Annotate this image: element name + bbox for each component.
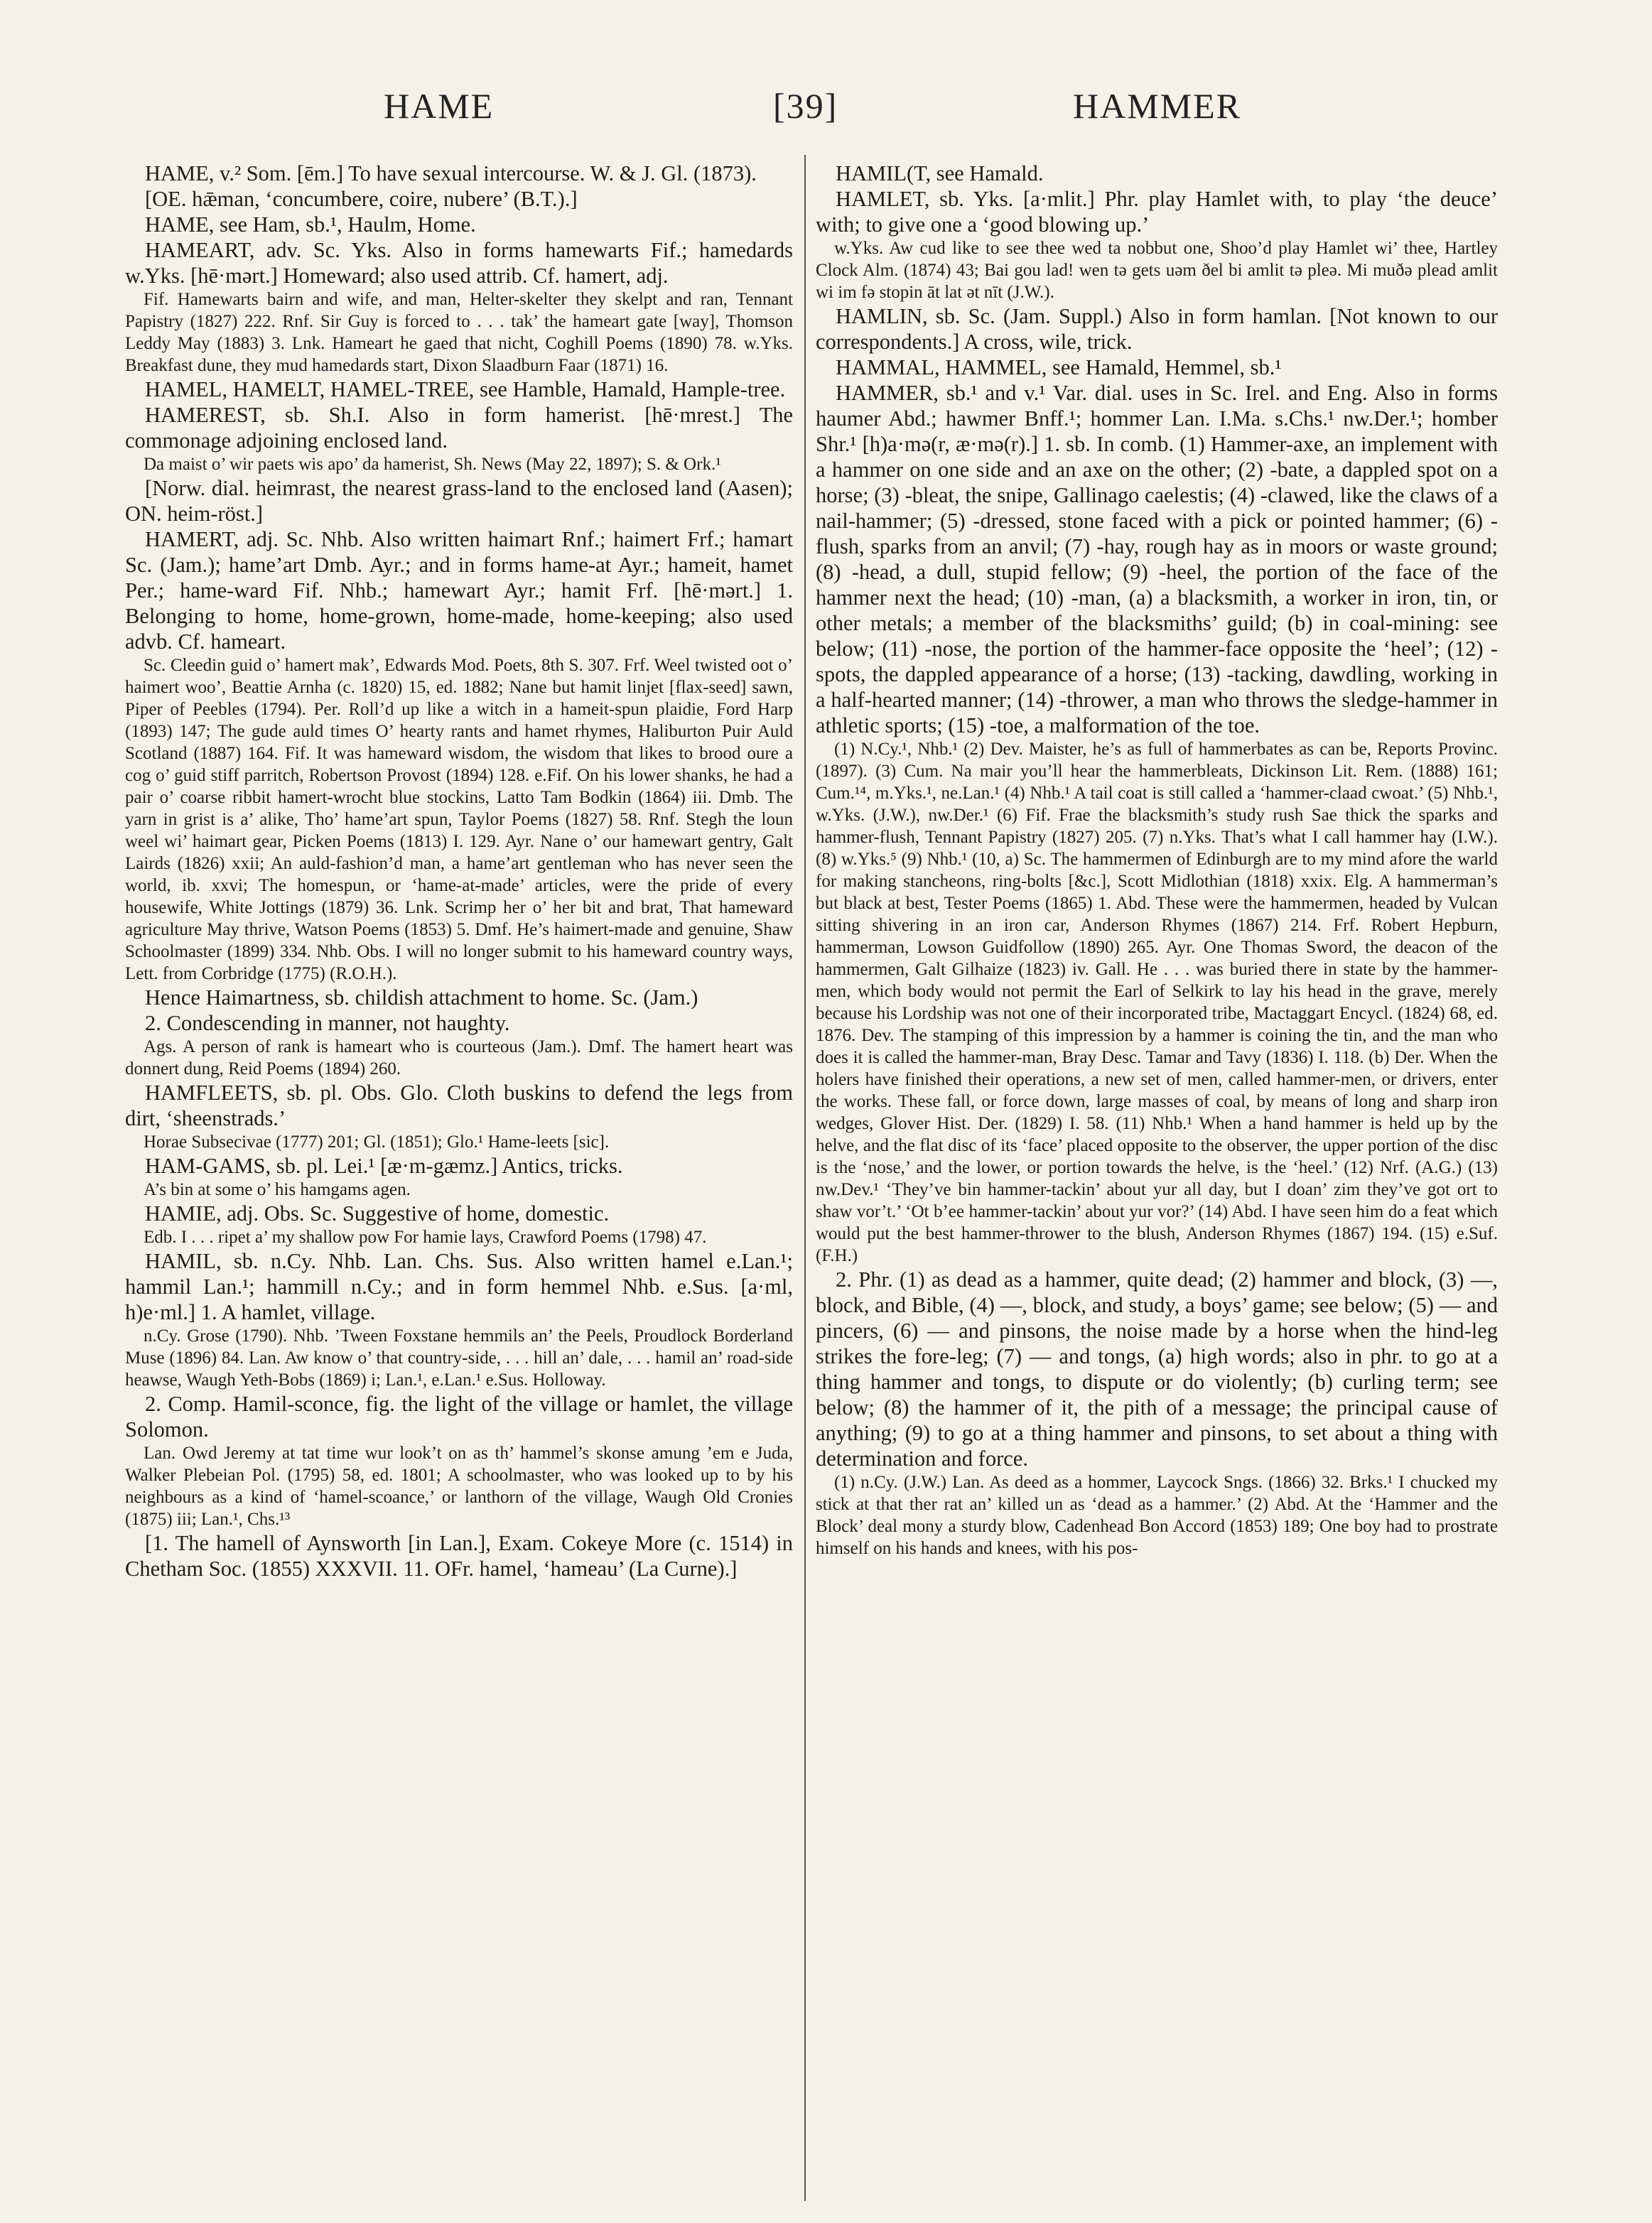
quotation-paragraph: (1) N.Cy.¹, Nhb.¹ (2) Dev. Maister, he’s as full of hammerbates as can be, Reports Provinc. (1897). (3) Cum. Na mair you’ll hear the hammerbleats, Dickinson Lit. Rem. (1888) 161; Cum.¹⁴, m.Yks.¹, ne.Lan.¹ (4) Nhb.¹ A tail coat is still called a ‘hammer-claad cwoat.’ (5) Nhb.¹, w.Yks. (J.W.), nw.Der.¹ (6) Fif. Frae the blacksmith’s study rush Sae thick the sparks and hammer-flush, Tennant Papistry (1827) 205. (7) n.Yks. That’s what I call hammer hay (I.W.). (8) w.Yks.⁵ (9) Nhb.¹ (10, a) Sc. The hammermen of Edinburgh are to my mind afore the warld for making stancheons, ring-bolts [&c.], Scott Midlothian (1818) xxix. Elg. A hammerman’s but black at best, Tester Poems (1865) 1. Abd. These were the hammermen, headed by Vulcan sitting shivering in an iron car, Anderson Rhymes (1867) 214. Frf. Robert Hepburn, hammerman, Lowson Guidfollow (1890) 265. Ayr. One Thomas Sword, the deacon of the hammermen, Galt Gilhaize (1823) iv. Gall. He . . . was buried there in state by the hammer-men, which body would not permit the Earl of Selkirk to lay his head in the grave, merely because his Lordship was not one of their incorporated tribe, Mactaggart Encycl. (1824) 68, ed. 1876. Dev. The stamping of this impression by a hammer is coining the tin, and the man who does it is called the hammer-man, Bray Desc. Tamar and Tavy (1836) I. 118. (b) Der. When the holers have finished their operations, a new set of men, called hammer-men, or drivers, enter the works. These fall, or force down, large masses of coal, by means of long and sharp iron wedges, Glover Hist. Der. (1829) I. 58. (11) Nhb.¹ When a hand hammer is held up by the helve, and the flat disc of its ‘face’ placed opposite to the observer, the upper portion of the disc is the ‘nose,’ and the lower, or portion towards the helve, is the ‘heel.’ (12) Nrf. (A.G.) (13) nw.Dev.¹ ‘They’ve bin hammer-tackin’ about yur all day, but I doan’ zim they’ve got ort to shaw vor’t.’ ‘Ot b’ee hammer-tackin’ about yur vor?’ (14) Abd. I have seen him do a feat which would put the best hammer-thrower to the blush, Anderson Rhymes (1867) 194. (15) e.Suf. (F.H.) xyxy=(816,740,1498,1265)
entry-paragraph: HAMEL, HAMELT, HAMEL-TREE, see Hamble, Hamald, Hample-tree. xyxy=(145,377,786,401)
entry-paragraph: HAMIL(T, see Hamald. xyxy=(836,161,1044,185)
entry-paragraph: HAMLIN, sb. Sc. (Jam. Suppl.) Also in form hamlan. [Not known to our correspondents.] A cross, wile, trick. xyxy=(816,304,1498,354)
entry-paragraph: Hence Haimartness, sb. childish attachment to home. Sc. (Jam.) xyxy=(145,985,698,1010)
entry-paragraph: HAMLET, sb. Yks. [a·mlit.] Phr. play Hamlet with, to play ‘the deuce’ with; to give one a ‘good blowing up.’ xyxy=(816,187,1498,237)
running-head-left: HAME xyxy=(384,86,495,126)
quotation-paragraph: Da maist o’ wir paets wis apo’ da hamerist, Sh. News (May 22, 1897); S. & Ork.¹ xyxy=(144,455,721,474)
entry-paragraph: HAM-GAMS, sb. pl. Lei.¹ [æ·m-gæmz.] Antics, tricks. xyxy=(145,1154,623,1178)
quotation-paragraph: Lan. Owd Jeremy at tat time wur look’t on as th’ hammel’s skonse amung ’em e Juda, Walker Plebeian Pol. (1795) 58, ed. 1801; A schoolmaster, who was looked up to by his neighbours as a kind of ‘hamel-scoance,’ or lanthorn of the village, Waugh Old Cronies (1875) iii; Lan.¹, Chs.¹³ xyxy=(125,1444,793,1529)
quotation-paragraph: (1) n.Cy. (J.W.) Lan. As deed as a hommer, Laycock Sngs. (1866) 32. Brks.¹ I chucked my stick at that ther rat an’ killed un as ‘dead as a hammer.’ (2) Abd. At the ‘Hammer and the Block’ deal mony a sturdy blow, Cadenhead Bon Accord (1853) 189; One boy had to prostrate himself on his hands and knees, with his pos- xyxy=(816,1473,1498,1558)
entry-paragraph: HAMIL, sb. n.Cy. Nhb. Lan. Chs. Sus. Also written hamel e.Lan.¹; hammil Lan.¹; hammill n.Cy.; and in form hemmel Nhb. e.Sus. [a·ml, h)e·ml.] 1. A hamlet, village. xyxy=(125,1249,793,1324)
quotation-paragraph: w.Yks. Aw cud like to see thee wed ta nobbut one, Shoo’d play Hamlet wi’ thee, Hartley Clock Alm. (1874) 43; Bai gou lad! wen tə gets uəm ðel bi amlit tə pleə. Mi muðə plead amlit wi im fə stopin āt lat ət nīt (J.W.). xyxy=(816,239,1498,302)
right-column xyxy=(816,161,1498,2207)
left-column xyxy=(125,161,793,2207)
entry-paragraph: HAMMAL, HAMMEL, see Hamald, Hemmel, sb.¹ xyxy=(836,355,1282,379)
quotation-paragraph: A’s bin at some o’ his hamgams agen. xyxy=(144,1180,411,1199)
entry-paragraph: HAMFLEETS, sb. pl. Obs. Glo. Cloth buskins to defend the legs from dirt, ‘sheenstrads.’ xyxy=(125,1081,793,1130)
quotation-paragraph: Ags. A person of rank is hameart who is courteous (Jam.). Dmf. The hamert heart was donnert dung, Reid Poems (1894) 260. xyxy=(125,1037,793,1078)
entry-paragraph: HAMEREST, sb. Sh.I. Also in form hamerist. [hē·mrest.] The commonage adjoining enclosed land. xyxy=(125,403,793,453)
entry-paragraph: 2. Phr. (1) as dead as a hammer, quite dead; (2) hammer and block, (3) —, block, and Bible, (4) —, block, and study, a boys’ game; see below; (5) — and pincers, (6) — and pinsons, the noise made by a horse when the hind-leg strikes the fore-leg; (7) — and tongs, (a) high words; also in phr. to go at a thing hammer and tongs, to dispute or do violently; (b) curling term; see below; (8) the hammer of it, the pith of a message; the principal cause of anything; (9) to go at a thing hammer and pinsons, to set about a thing with determination and force. xyxy=(816,1267,1498,1471)
entry-paragraph: HAME, see Ham, sb.¹, Haulm, Home. xyxy=(145,212,476,237)
column-divider xyxy=(804,155,806,2201)
page-number: [39] xyxy=(773,86,838,126)
quotation-paragraph: Fif. Hamewarts bairn and wife, and man, Helter-skelter they skelpt and ran, Tennant Papistry (1827) 222. Rnf. Sir Guy is forced to . . . tak’ the hameart gate [way], Thomson Leddy May (1883) 3. Lnk. Hameart he gaed that nicht, Coghill Poems (1890) 78. w.Yks. Breakfast dune, they mud hamedards start, Dixon Slaadburn Faar (1871) 16. xyxy=(125,290,793,375)
entry-paragraph: [OE. hǣman, ‘concumbere, coire, nubere’ (B.T.).] xyxy=(145,187,578,211)
entry-paragraph: [Norw. dial. heimrast, the nearest grass-land to the enclosed land (Aasen); ON. heim-röst.] xyxy=(125,476,793,526)
entry-paragraph: 2. Condescending in manner, not haughty. xyxy=(145,1011,510,1035)
running-head-right: HAMMER xyxy=(1073,86,1242,126)
entry-paragraph: HAME, v.² Som. [ēm.] To have sexual intercourse. W. & J. Gl. (1873). xyxy=(145,161,757,185)
entry-paragraph: [1. The hamell of Aynsworth [in Lan.], Exam. Cokeye More (c. 1514) in Chetham Soc. (1855) XXXVII. 11. OFr. hamel, ‘hameau’ (La Curne).] xyxy=(125,1531,793,1581)
quotation-paragraph: Horae Subsecivae (1777) 201; Gl. (1851); Glo.¹ Hame-leets [sic]. xyxy=(144,1132,610,1152)
quotation-paragraph: Sc. Cleedin guid o’ hamert mak’, Edwards Mod. Poets, 8th S. 307. Frf. Weel twisted oot o’ haimert woo’, Beattie Arnha (c. 1820) 15, ed. 1882; Nane but hamit linjet [flax-seed] sawn, Piper of Peebles (1794). Per. Roll’d up like a witch in a hameit-spun plaidie, Ford Harp (1893) 147; The gude auld times O’ hearty rants and hamet rhymes, Haliburton Puir Auld Scotland (1887) 164. Fif. It was hameward wisdom, the wisdom that likes to brood oure a cog o’ guid stiff parritch, Robertson Provost (1894) 128. e.Fif. On his lower shanks, he had a pair o’ coarse ribbit hamert-wrocht blue stockins, Latto Tam Bodkin (1864) iii. Dmb. The yarn in grist is a’ alike, Tho’ hame’art spun, Taylor Poems (1827) 58. Rnf. Stegh the loun weel wi’ haimart gear, Picken Poems (1813) I. 129. Ayr. Nane o’ our hamewart gentry, Galt Lairds (1826) xxii; An auld-fashion’d man, a hame’art gentleman who has never seen the world, ib. xxvi; The homespun, or ‘hame-at-made’ articles, were the pride of every housewife, White Jottings (1879) 36. Lnk. Scrimp her o’ her bit and brat, That hameward agriculture May thrive, Watson Poems (1853) 5. Dmf. He’s haimert-made and genuine, Shaw Schoolmaster (1899) 334. Nhb. Obs. I will no longer submit to his hameward country ways, Lett. from Corbridge (1775) (R.O.H.). xyxy=(125,656,793,983)
quotation-paragraph: Edb. I . . . ripet a’ my shallow pow For hamie lays, Crawford Poems (1798) 47. xyxy=(144,1228,707,1247)
entry-paragraph: HAMEART, adv. Sc. Yks. Also in forms hamewarts Fif.; hamedards w.Yks. [hē·mərt.] Homeward; also used attrib. Cf. hamert, adj. xyxy=(125,238,793,288)
entry-paragraph: HAMIE, adj. Obs. Sc. Suggestive of home, domestic. xyxy=(145,1201,610,1226)
entry-paragraph: HAMMER, sb.¹ and v.¹ Var. dial. uses in Sc. Irel. and Eng. Also in forms haumer Abd.; hawmer Bnff.¹; hommer Lan. I.Ma. s.Chs.¹ nw.Der.¹; homber Shr.¹ [h)a·mə(r, æ·mə(r).] 1. sb. In comb. (1) Hammer-axe, an implement with a hammer on one side and an axe on the other; (2) -bate, a dappled spot on a horse; (3) -bleat, the snipe, Gallinago caelestis; (4) -clawed, like the claws of a nail-hammer; (5) -dressed, stone faced with a pick or pointed hammer; (6) -flush, sparks from an anvil; (7) -hay, rough hay as in moors or waste ground; (8) -head, a dull, stupid fellow; (9) -heel, the portion of the face of the hammer next the head; (10) -man, (a) a blacksmith, a worker in iron, tin, or other metals; a member of the blacksmiths’ guild; (b) in coal-mining: see below; (11) -nose, the portion of the hammer-face opposite the ‘heel’; (12) -spots, the dappled appearance of a horse; (13) -tacking, dawdling, working in a half-hearted manner; (14) -thrower, a man who throws the sledge-hammer in athletic sports; (15) -toe, a malformation of the toe. xyxy=(816,381,1498,737)
entry-paragraph: HAMERT, adj. Sc. Nhb. Also written haimart Rnf.; haimert Frf.; hamart Sc. (Jam.); hame’art Dmb. Ayr.; and in forms hame-at Ayr.; hameit, hamet Per.; hame-ward Fif. Nhb.; hamewart Ayr.; hamit Frf. [hē·mərt.] 1. Belonging to home, home-grown, home-made, home-keeping; also used advb. Cf. hameart. xyxy=(125,527,793,654)
entry-paragraph: 2. Comp. Hamil-sconce, fig. the light of the village or hamlet, the village Solomon. xyxy=(125,1392,793,1442)
quotation-paragraph: n.Cy. Grose (1790). Nhb. ’Tween Foxstane hemmils an’ the Peels, Proudlock Borderland Muse (1896) 84. Lan. Aw know o’ that country-side, . . . hill an’ dale, . . . hamil an’ road-side heawse, Waugh Yeth-Bobs (1869) i; Lan.¹, e.Lan.¹ e.Sus. Holloway. xyxy=(125,1326,793,1390)
